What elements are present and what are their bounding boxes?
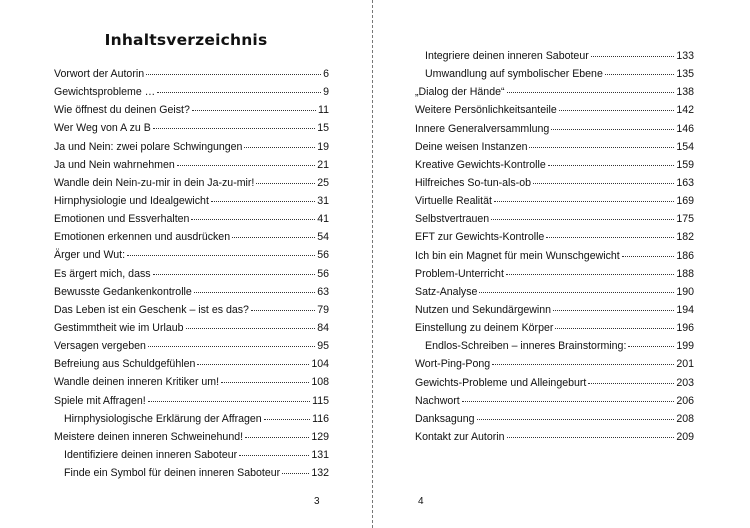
- toc-entry-title: Wandle dein Nein-zu-mir in dein Ja-zu-mir!: [54, 176, 255, 189]
- dot-leader: [244, 147, 315, 148]
- toc-entry-page: 54: [317, 231, 329, 244]
- toc-entry-page: 142: [676, 104, 694, 117]
- dot-leader: [479, 292, 674, 293]
- toc-entry-title: Selbstvertrauen: [415, 213, 490, 226]
- toc-entry-page: 206: [676, 394, 694, 407]
- toc-entry: [415, 210, 694, 228]
- dot-leader: [211, 201, 315, 202]
- toc-entry-page: 182: [676, 231, 694, 244]
- dot-leader: [507, 92, 675, 93]
- toc-entry: [54, 228, 329, 246]
- toc-entry-title: Problem-Unterricht: [415, 267, 504, 280]
- dot-leader: [232, 237, 315, 238]
- dot-leader: [622, 256, 675, 257]
- toc-entry: [415, 301, 694, 319]
- dot-leader: [559, 110, 675, 111]
- dot-leader: [153, 274, 316, 275]
- toc-entry-page: 203: [676, 376, 694, 389]
- dot-leader: [157, 92, 321, 93]
- toc-entry-title: Kontakt zur Autorin: [415, 430, 505, 443]
- toc-entry-page: 146: [676, 122, 694, 135]
- dot-leader: [507, 437, 675, 438]
- toc-entry-title: Danksagung: [415, 412, 475, 425]
- dot-leader: [282, 473, 309, 474]
- toc-entry: [415, 65, 694, 83]
- dot-leader: [605, 74, 674, 75]
- toc-entry-title: Endlos-Schreiben – inneres Brainstorming:: [425, 340, 627, 353]
- dot-leader: [553, 310, 674, 311]
- right-page: [378, 0, 750, 528]
- toc-entry: [54, 428, 329, 446]
- toc-entry-page: 115: [312, 394, 329, 407]
- toc-entry-page: 84: [317, 321, 329, 334]
- dot-leader: [186, 328, 316, 329]
- toc-entry-page: 154: [676, 140, 694, 153]
- toc-entry-title: Hilfreiches So-tun-als-ob: [415, 176, 531, 189]
- toc-entry: [54, 446, 329, 464]
- dot-leader: [148, 401, 310, 402]
- toc-entry: [415, 392, 694, 410]
- dot-leader: [148, 346, 315, 347]
- toc-list-left: [54, 65, 329, 482]
- page-divider: [372, 0, 373, 528]
- toc-entry: [54, 355, 329, 373]
- page-number-left: 3: [314, 496, 320, 507]
- toc-entry-page: 129: [311, 430, 329, 443]
- toc-entry: [54, 392, 329, 410]
- toc-entry: [415, 174, 694, 192]
- toc-entry: [54, 101, 329, 119]
- toc-entry: [415, 247, 694, 265]
- toc-entry: [54, 373, 329, 391]
- toc-entry-title: Hirnphysiologische Erklärung der Affragen: [64, 412, 262, 425]
- dot-leader: [529, 147, 674, 148]
- toc-entry-page: 199: [676, 340, 694, 353]
- dot-leader: [177, 165, 315, 166]
- toc-entry: [415, 138, 694, 156]
- dot-leader: [462, 401, 675, 402]
- toc-entry: [54, 319, 329, 337]
- toc-entry-title: Finde ein Symbol für deinen inneren Saboteur: [64, 467, 281, 480]
- toc-entry-page: 31: [317, 194, 329, 207]
- toc-entry-page: 188: [676, 267, 694, 280]
- dot-leader: [256, 183, 315, 184]
- dot-leader: [546, 237, 674, 238]
- dot-leader: [192, 110, 316, 111]
- toc-entry-page: 25: [317, 176, 329, 189]
- toc-entry: [54, 138, 329, 156]
- toc-entry: [415, 47, 694, 65]
- dot-leader: [506, 274, 674, 275]
- dot-leader: [555, 328, 674, 329]
- dot-leader: [153, 128, 315, 129]
- toc-entry: [415, 192, 694, 210]
- toc-entry-page: 131: [311, 448, 329, 461]
- toc-entry-page: 190: [676, 285, 694, 298]
- toc-entry: [415, 410, 694, 428]
- toc-entry: [54, 464, 329, 482]
- toc-entry-title: Gewichtsprobleme …: [54, 86, 156, 99]
- toc-entry-title: Hirnphysiologie und Idealgewicht: [54, 194, 209, 207]
- toc-entry-title: Emotionen erkennen und ausdrücken: [54, 231, 231, 244]
- toc-entry-page: 169: [676, 195, 694, 208]
- toc-entry-title: Nutzen und Sekundärgewinn: [415, 303, 552, 316]
- toc-entry-title: Bewusste Gedankenkontrolle: [54, 285, 192, 298]
- dot-leader: [548, 165, 675, 166]
- dot-leader: [551, 129, 674, 130]
- toc-entry: [415, 319, 694, 337]
- toc-entry-title: Wer Weg von A zu B: [54, 122, 151, 135]
- dot-leader: [251, 310, 315, 311]
- toc-entry-title: Umwandlung auf symbolischer Ebene: [425, 68, 603, 81]
- toc-list-right: [415, 47, 694, 446]
- toc-entry-page: 9: [323, 86, 329, 99]
- toc-entry-title: Wie öffnest du deinen Geist?: [54, 104, 190, 117]
- toc-entry-page: 133: [676, 50, 694, 62]
- toc-entry-title: Gewichts-Probleme und Alleingeburt: [415, 376, 587, 389]
- toc-entry-page: 194: [676, 303, 694, 316]
- dot-leader: [264, 419, 310, 420]
- dot-leader: [127, 255, 315, 256]
- toc-entry-page: 196: [676, 322, 694, 335]
- toc-entry-page: 79: [317, 303, 329, 316]
- toc-entry-page: 56: [317, 267, 329, 280]
- toc-entry-page: 201: [676, 358, 694, 371]
- dot-leader: [628, 346, 674, 347]
- toc-entry: [54, 246, 329, 264]
- toc-entry-page: 19: [317, 140, 329, 153]
- toc-entry: [54, 119, 329, 137]
- left-page: [0, 0, 372, 528]
- toc-entry-title: Ärger und Wut:: [54, 249, 126, 262]
- toc-entry-page: 63: [317, 285, 329, 298]
- dot-leader: [477, 419, 675, 420]
- toc-entry-page: 186: [676, 249, 694, 262]
- toc-entry: [54, 83, 329, 101]
- toc-entry-title: Vorwort der Autorin: [54, 68, 145, 80]
- toc-entry-title: Kreative Gewichts-Kontrolle: [415, 158, 546, 171]
- dot-leader: [591, 56, 675, 57]
- toc-entry-page: 21: [317, 158, 329, 171]
- toc-entry-title: „Dialog der Hände“: [415, 86, 505, 99]
- toc-entry-title: Einstellung zu deinem Körper: [415, 322, 554, 335]
- toc-entry: [54, 156, 329, 174]
- toc-entry-title: Wort-Ping-Pong: [415, 358, 491, 371]
- toc-entry: [54, 337, 329, 355]
- toc-entry-title: Integriere deinen inneren Saboteur: [425, 50, 589, 62]
- toc-entry-title: Gestimmtheit wie im Urlaub: [54, 321, 184, 334]
- dot-leader: [533, 183, 674, 184]
- toc-entry: [415, 228, 694, 246]
- toc-entry: [415, 156, 694, 174]
- toc-entry-page: 11: [318, 104, 329, 117]
- toc-entry-page: 132: [311, 467, 329, 480]
- toc-entry: [415, 101, 694, 119]
- toc-entry-page: 209: [676, 430, 694, 443]
- toc-entry-page: 116: [312, 412, 329, 425]
- toc-entry-title: Satz-Analyse: [415, 285, 478, 298]
- toc-entry-page: 104: [311, 358, 329, 371]
- toc-entry: [54, 410, 329, 428]
- toc-entry-title: Ja und Nein wahrnehmen: [54, 158, 175, 171]
- dot-leader: [146, 74, 321, 75]
- toc-entry-page: 56: [317, 249, 329, 262]
- toc-entry-title: EFT zur Gewichts-Kontrolle: [415, 231, 545, 244]
- toc-entry-title: Das Leben ist ein Geschenk – ist es das?: [54, 303, 249, 316]
- toc-entry-page: 208: [676, 412, 694, 425]
- toc-entry: [54, 65, 329, 83]
- toc-entry: [415, 355, 694, 373]
- toc-entry: [54, 174, 329, 192]
- toc-entry-page: 6: [323, 68, 329, 80]
- toc-entry-page: 95: [317, 340, 329, 353]
- toc-entry-title: Ich bin ein Magnet für mein Wunschgewicht: [415, 249, 620, 262]
- toc-entry-page: 108: [311, 376, 329, 389]
- dot-leader: [239, 455, 309, 456]
- toc-entry-page: 135: [676, 68, 694, 81]
- toc-entry-page: 41: [317, 213, 329, 226]
- toc-entry: [415, 265, 694, 283]
- toc-entry-title: Wandle deinen inneren Kritiker um!: [54, 376, 220, 389]
- toc-entry: [415, 374, 694, 392]
- dot-leader: [194, 292, 315, 293]
- toc-entry-page: 138: [676, 86, 694, 99]
- toc-entry-title: Befreiung aus Schuldgefühlen: [54, 358, 196, 371]
- toc-entry-page: 159: [676, 158, 694, 171]
- dot-leader: [492, 364, 674, 365]
- dot-leader: [245, 437, 309, 438]
- toc-entry: [415, 428, 694, 446]
- toc-entry-title: Deine weisen Instanzen: [415, 140, 528, 153]
- toc-entry-title: Meistere deinen inneren Schweinehund!: [54, 430, 244, 443]
- toc-entry-page: 163: [676, 176, 694, 189]
- toc-entry: [415, 83, 694, 101]
- toc-entry: [415, 120, 694, 138]
- toc-entry: [54, 265, 329, 283]
- toc-entry-page: 15: [317, 122, 329, 135]
- toc-entry: [54, 192, 329, 210]
- dot-leader: [491, 219, 674, 220]
- toc-entry-title: Weitere Persönlichkeitsanteile: [415, 104, 557, 117]
- toc-entry-title: Nachwort: [415, 394, 460, 407]
- toc-entry-title: Virtuelle Realität: [415, 195, 492, 208]
- toc-entry-title: Es ärgert mich, dass: [54, 267, 151, 280]
- toc-entry: [54, 283, 329, 301]
- toc-entry: [54, 301, 329, 319]
- toc-entry: [415, 337, 694, 355]
- toc-entry-title: Spiele mit Affragen!: [54, 394, 146, 407]
- toc-entry-page: 175: [676, 213, 694, 226]
- toc-entry-title: Identifiziere deinen inneren Saboteur: [64, 448, 238, 461]
- toc-entry-title: Innere Generalversammlung: [415, 122, 550, 135]
- toc-entry: [54, 210, 329, 228]
- page-number-right: 4: [418, 496, 424, 507]
- dot-leader: [197, 364, 309, 365]
- toc-title: Inhaltsverzeichnis: [104, 31, 268, 49]
- dot-leader: [588, 383, 674, 384]
- dot-leader: [191, 219, 315, 220]
- dot-leader: [221, 382, 309, 383]
- toc-entry-title: Emotionen und Essverhalten: [54, 213, 190, 226]
- dot-leader: [494, 201, 674, 202]
- toc-entry-title: Versagen vergeben: [54, 340, 146, 353]
- toc-entry: [415, 283, 694, 301]
- toc-entry-title: Ja und Nein: zwei polare Schwingungen: [54, 140, 243, 153]
